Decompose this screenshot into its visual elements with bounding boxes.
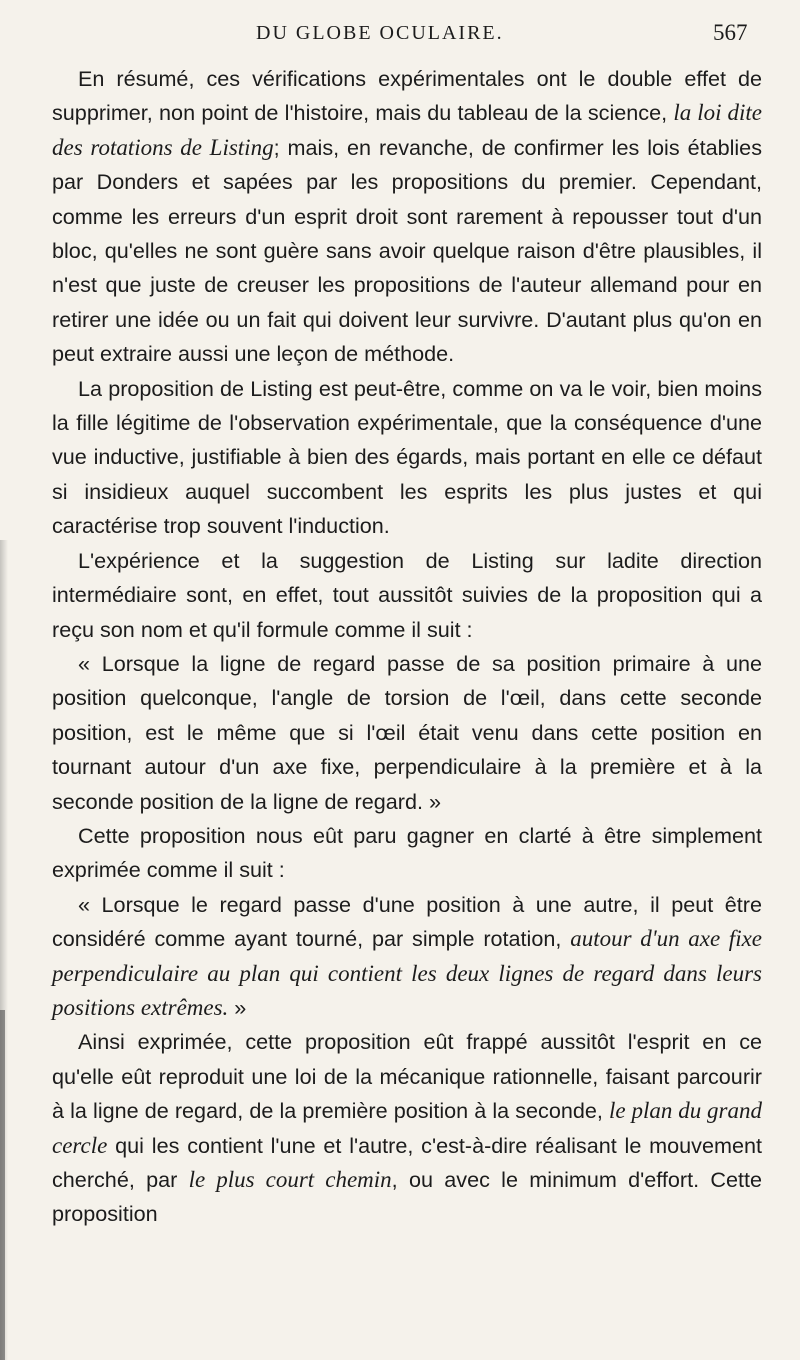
page-number: 567 xyxy=(713,20,748,45)
text-run: « Lorsque la ligne de regard passe de sa position primaire à une position quelconque, l'angle de torsion de l'œil, dans cette seconde position, est le même que si l'œil était venu dans cette position en tournant autour d'un axe fixe, perpendiculaire à la première et à la seconde position de la ligne de regard. » xyxy=(52,650,762,814)
running-head: DU GLOBE OCULAIRE. xyxy=(256,22,504,44)
paragraph xyxy=(52,647,762,819)
text-run: ; mais, en revanche, de confirmer les lois établies par Donders et sapées par les propositions du premier. Cependant, comme les erreurs d'un esprit droit sont rarement à repousser tout d'un bloc, qu'elles ne sont guère sans avoir quelque raison d'être plausibles, il n'est que juste de creuser les propositions de l'auteur allemand pour en retirer une idée ou un fait qui doivent leur survivre. D'autant plus qu'on en peut extraire aussi une leçon de méthode. xyxy=(52,134,762,367)
body-text xyxy=(52,62,762,1232)
text-run: , ou avec le minimum d'effort. Cette proposition xyxy=(52,1167,763,1227)
paragraph xyxy=(52,888,762,1026)
text-run: qui les contient l'une et l'autre, c'est-à-dire réalisant le mouvement cherché, par xyxy=(52,1132,762,1192)
text-run: Ainsi exprimée, cette proposition eût frappé aussitôt l'esprit en ce qu'elle eût reproduit une loi de la mécanique rationnelle, faisant parcourir à la ligne de regard, de la première position à la seconde, xyxy=(52,1029,762,1124)
text-run: » xyxy=(228,994,247,1020)
paragraph xyxy=(52,544,762,647)
text-run: La proposition de Listing est peut-être, comme on va le voir, bien moins la fille légitime de l'observation expérimentale, que la conséquence d'une vue inductive, justifiable à bien des égards, mais portant en elle ce défaut si insidieux auquel succombent les esprits les plus justes et qui caractérise trop souvent l'induction. xyxy=(52,375,762,539)
text-run: En résumé, ces vérifications expérimentales ont le double effet de supprimer, non point de l'histoire, mais du tableau de la science, xyxy=(52,66,762,126)
italic-text: la loi dite des rotations de Listing xyxy=(52,100,762,160)
page-header xyxy=(0,20,800,50)
italic-text: autour d'un axe fixe perpendiculaire au plan qui contient les deux lignes de regard dans leurs positions extrêmes. xyxy=(52,926,763,1020)
italic-text: le plan du grand cercle xyxy=(52,1098,762,1158)
paragraph xyxy=(52,372,762,544)
binding-edge xyxy=(0,1010,5,1360)
text-run: « Lorsque le regard passe d'une position à une autre, il peut être considéré comme ayant tourné, par simple rotation, xyxy=(52,891,762,952)
italic-text: le plus court chemin xyxy=(188,1167,392,1192)
paragraph xyxy=(52,819,762,888)
paragraph xyxy=(52,62,762,372)
text-run: Cette proposition nous eût paru gagner en clarté à être simplement exprimée comme il suit : xyxy=(52,822,762,883)
paragraph xyxy=(52,1025,762,1231)
text-run: L'expérience et la suggestion de Listing sur ladite direction intermédiaire sont, en effet, tout aussitôt suivies de la proposition qui a reçu son nom et qu'il formule comme il suit : xyxy=(52,547,762,642)
